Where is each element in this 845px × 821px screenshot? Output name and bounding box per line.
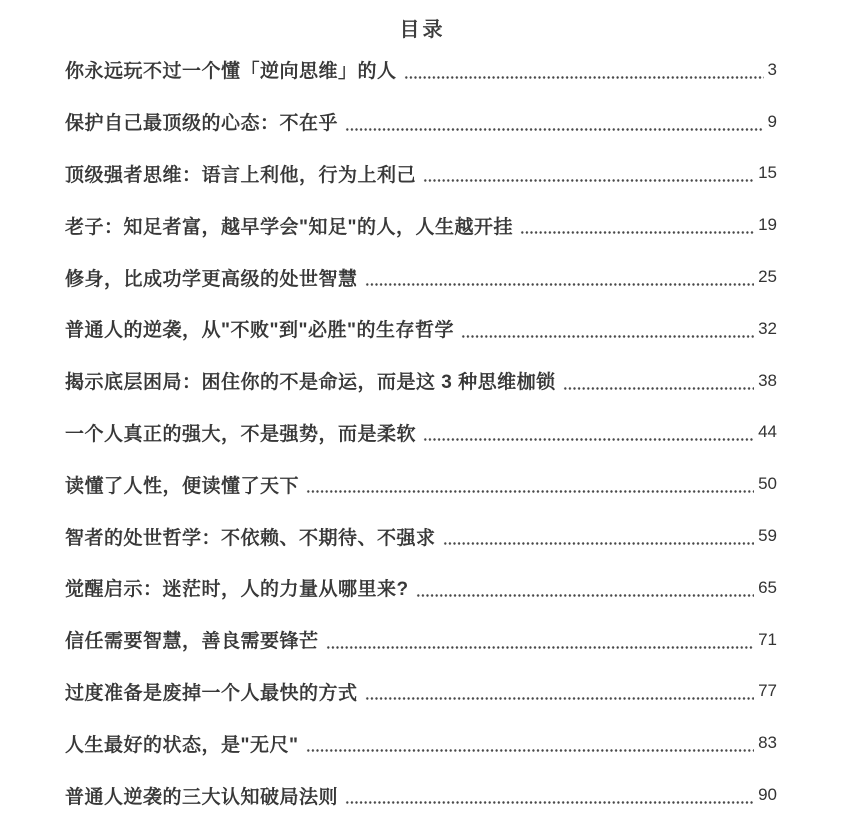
dot-leader — [423, 163, 754, 183]
toc-entry-page-number: 59 — [758, 526, 777, 546]
toc-entry-page-number: 44 — [758, 422, 777, 442]
toc-entry-title: 读懂了人性，便读懂了天下 — [65, 475, 300, 497]
toc-entry[interactable] — [65, 510, 777, 562]
toc-entry[interactable] — [65, 44, 777, 96]
toc-entry-page-number: 19 — [758, 215, 777, 235]
toc-entry[interactable] — [65, 562, 777, 614]
toc-entry-title: 人生最好的状态，是"无尺" — [65, 734, 299, 756]
toc-entry-title: 过度准备是废掉一个人最快的方式 — [65, 682, 358, 704]
toc-entry[interactable] — [65, 199, 777, 251]
toc-entry[interactable] — [65, 717, 777, 769]
dot-leader — [461, 319, 754, 339]
toc-entry[interactable] — [65, 407, 777, 459]
toc-entry[interactable] — [65, 355, 777, 407]
toc-entry-title: 觉醒启示：迷茫时，人的力量从哪里来? — [65, 579, 409, 601]
toc-entry-page-number: 15 — [758, 163, 777, 183]
dot-leader — [404, 60, 764, 80]
toc-entry-title: 你永远玩不过一个懂「逆向思维」的人 — [65, 61, 397, 83]
toc-entry-page-number: 38 — [758, 370, 777, 390]
dot-leader — [306, 474, 754, 494]
toc-entry-page-number: 71 — [758, 629, 777, 649]
toc-entry-page-number: 50 — [758, 474, 777, 494]
dot-leader — [345, 785, 754, 805]
toc-entry-title: 信任需要智慧，善良需要锋芒 — [65, 631, 319, 653]
dot-leader — [416, 578, 754, 598]
dot-leader — [443, 526, 755, 546]
toc-entry[interactable] — [65, 458, 777, 510]
dot-leader — [520, 215, 754, 235]
toc-entry-page-number: 25 — [758, 267, 777, 287]
dot-leader — [326, 630, 755, 650]
toc-entry-page-number: 9 — [767, 111, 777, 131]
toc-entry-title: 一个人真正的强大，不是强势，而是柔软 — [65, 423, 417, 445]
toc-entry-page-number: 90 — [758, 785, 777, 805]
dot-leader — [423, 422, 754, 442]
toc-entry-title: 普通人逆袭的三大认知破局法则 — [65, 786, 339, 808]
toc-entry[interactable] — [65, 148, 777, 200]
page-title: 目录 — [399, 19, 446, 41]
toc-list — [0, 44, 845, 821]
toc-entry[interactable] — [65, 251, 777, 303]
dot-leader — [365, 267, 755, 287]
toc-entry-page-number: 32 — [758, 318, 777, 338]
dot-leader — [345, 112, 764, 132]
toc-entry-title: 普通人的逆袭，从"不败"到"必胜"的生存哲学 — [65, 320, 455, 342]
toc-entry-page-number: 65 — [758, 577, 777, 597]
dot-leader — [563, 371, 754, 391]
toc-entry[interactable] — [65, 303, 777, 355]
dot-leader — [306, 733, 755, 753]
toc-entry[interactable] — [65, 96, 777, 148]
toc-entry-title: 顶级强者思维：语言上利他，行为上利己 — [65, 164, 417, 186]
toc-entry-title: 老子：知足者富，越早学会"知足"的人，人生越开挂 — [65, 216, 514, 238]
toc-entry[interactable] — [65, 614, 777, 666]
dot-leader — [365, 681, 755, 701]
toc-entry-title: 修身，比成功学更高级的处世智慧 — [65, 268, 358, 290]
toc-entry-page-number: 3 — [767, 59, 777, 79]
toc-entry-title: 保护自己最顶级的心态：不在乎 — [65, 113, 339, 135]
toc-entry[interactable] — [65, 769, 777, 821]
toc-entry-page-number: 83 — [758, 733, 777, 753]
toc-entry-page-number: 77 — [758, 681, 777, 701]
toc-entry-title: 揭示底层困局：困住你的不是命运，而是这 3 种思维枷锁 — [65, 372, 556, 394]
toc-entry-title: 智者的处世哲学：不依赖、不期待、不强求 — [65, 527, 436, 549]
toc-entry[interactable] — [65, 666, 777, 718]
